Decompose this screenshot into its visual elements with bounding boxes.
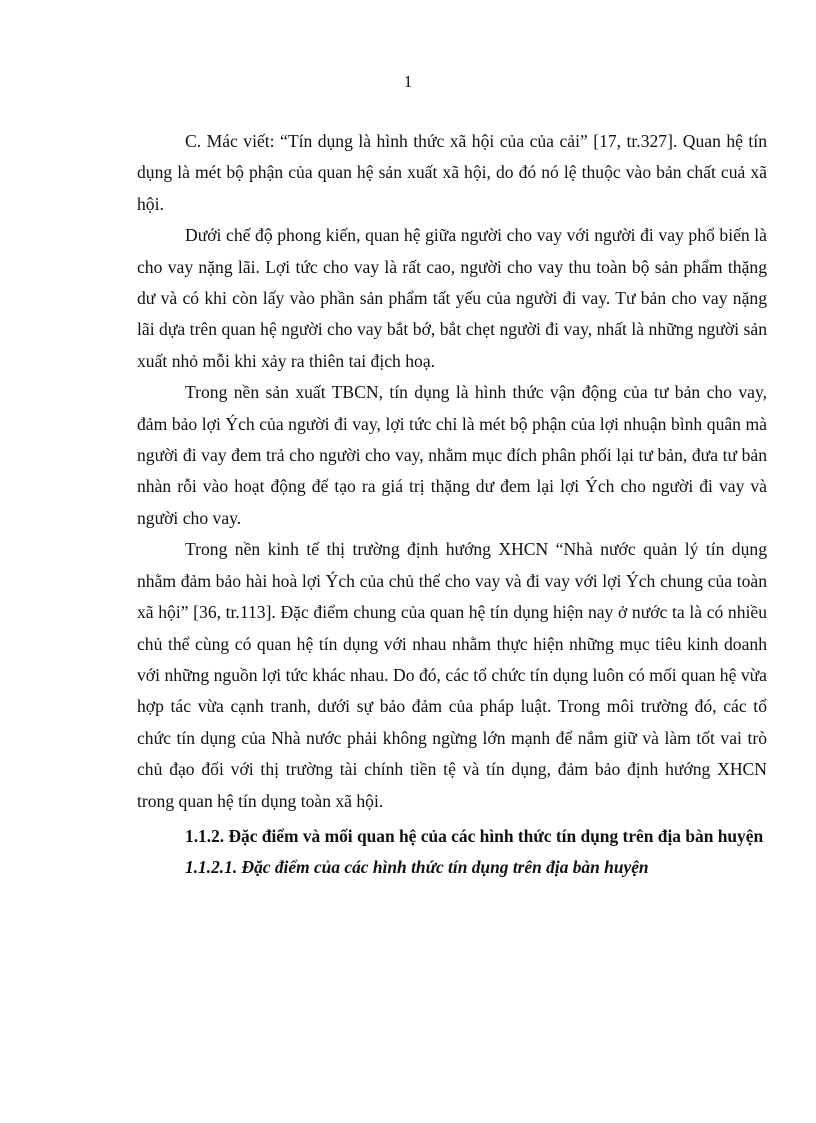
section-heading: 1.1.2. Đặc điểm và mối quan hệ của các hình thức tín dụng trên địa bàn huyện xyxy=(185,825,764,846)
subsection-heading: 1.1.2.1. Đặc điểm của các hình thức tín dụng trên địa bàn huyện xyxy=(185,857,649,878)
paragraph: Dưới chế độ phong kiến, quan hệ giữa người cho vay với người đi vay phổ biến là cho vay nặng lãi. Lợi tức cho vay là rất cao, người cho vay thu toàn bộ sản phẩm thặng dư và có khi còn lấy vào phần sản phẩm tất yếu của người đi vay. Tư bản cho vay nặng lãi dựa trên quan hệ người cho vay bắt bớ, bắt chẹt người đi vay, nhất là những người sản xuất nhỏ mỗi khi xảy ra thiên tai địch hoạ. xyxy=(137,225,767,371)
paragraph: Trong nền sản xuất TBCN, tín dụng là hình thức vận động của tư bản cho vay, đảm bảo lợi Ých của người đi vay, lợi tức chỉ là mét bộ phận của lợi nhuận bình quân mà người đi vay đem trả cho người cho vay, nhằm mục đích phân phối lại tư bản, đưa tư bản nhàn rỗi vào hoạt động để tạo ra giá trị thặng dư đem lại lợi Ých cho người đi vay và người cho vay. xyxy=(137,382,767,528)
paragraph: Trong nền kinh tế thị trường định hướng XHCN “Nhà nước quản lý tín dụng nhằm đảm bảo hài hoà lợi Ých của chủ thể cho vay và đi vay với lợi Ých chung của toàn xã hội” [36, tr.113]. Đặc điểm chung của quan hệ tín dụng hiện nay ở nước ta là có nhiều chủ thể cùng có quan hệ tín dụng với nhau nhằm thực hiện những mục tiêu kinh doanh với những nguồn lợi tức khác nhau. Do đó, các tổ chức tín dụng luôn có mối quan hệ vừa hợp tác vừa cạnh tranh, dưới sự bảo đảm của pháp luật. Trong môi trường đó, các tổ chức tín dụng của Nhà nước phải không ngừng lớn mạnh để nắm giữ và làm tốt vai trò chủ đạo đối với thị trường tài chính tiền tệ và tín dụng, đảm bảo định hướng XHCN trong quan hệ tín dụng toàn xã hội. xyxy=(137,539,767,811)
page-body xyxy=(137,126,767,884)
paragraph: C. Mác viết: “Tín dụng là hình thức xã hội của của cải” [17, tr.327]. Quan hệ tín dụng là mét bộ phận của quan hệ sản xuất xã hội, do đó nó lệ thuộc vào bản chất cuả xã hội. xyxy=(137,131,767,214)
page-number: 1 xyxy=(403,72,413,91)
